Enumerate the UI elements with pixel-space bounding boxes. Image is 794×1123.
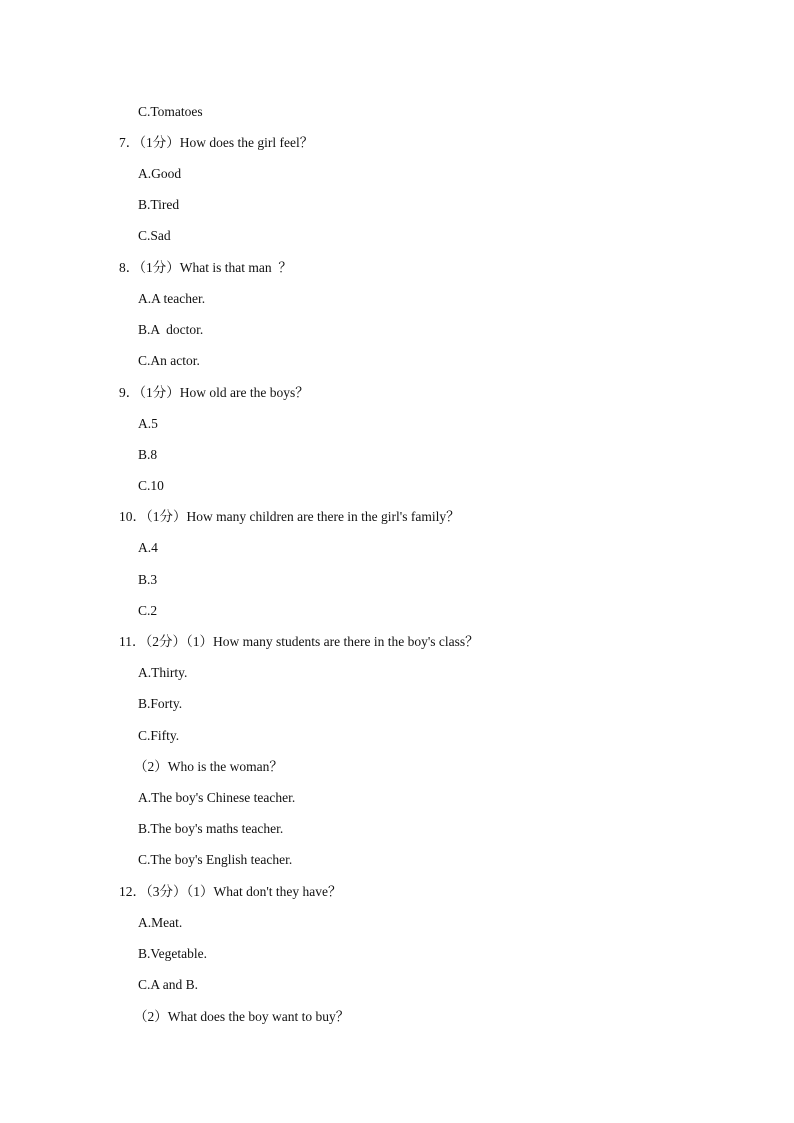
answer-option: C.An actor.	[138, 353, 200, 368]
answer-option: C.2	[138, 603, 158, 618]
answer-option: B.3	[138, 572, 158, 587]
answer-option: B.A doctor.	[138, 322, 204, 337]
answer-option: C.The boy's English teacher.	[138, 852, 293, 867]
answer-option: A.The boy's Chinese teacher.	[138, 790, 296, 805]
question-line: 9．（1分）How old are the boys？	[119, 385, 309, 400]
answer-option: A.Thirty.	[138, 665, 188, 680]
question-line: 11．（2分）（1）How many students are there in the boy's class？	[119, 634, 479, 649]
sub-question-line: （2）What does the boy want to buy？	[134, 1009, 350, 1024]
answer-option: A.4	[138, 540, 158, 555]
question-line: 12．（3分）（1）What don't they have？	[119, 884, 342, 899]
answer-option: B.8	[138, 447, 158, 462]
answer-option: C.Fifty.	[138, 728, 180, 743]
question-line: 7．（1分）How does the girl feel？	[119, 135, 314, 150]
answer-option: A.Good	[138, 166, 182, 181]
question-line: 8．（1分）What is that man ？	[119, 260, 292, 275]
answer-option: A.A teacher.	[138, 291, 206, 306]
answer-option: C.A and B.	[138, 977, 199, 992]
answer-option: A.Meat.	[138, 915, 183, 930]
question-line: 10．（1分）How many children are there in the girl's family？	[119, 509, 460, 524]
answer-option: C.10	[138, 478, 164, 493]
sub-question-line: （2）Who is the woman？	[134, 759, 283, 774]
answer-option: A.5	[138, 416, 158, 431]
answer-option: B.Vegetable.	[138, 946, 207, 961]
answer-option: C.Sad	[138, 228, 171, 243]
answer-option: C.Tomatoes	[138, 104, 203, 119]
answer-option: B.The boy's maths teacher.	[138, 821, 284, 836]
answer-option: B.Tired	[138, 197, 180, 212]
answer-option: B.Forty.	[138, 696, 183, 711]
